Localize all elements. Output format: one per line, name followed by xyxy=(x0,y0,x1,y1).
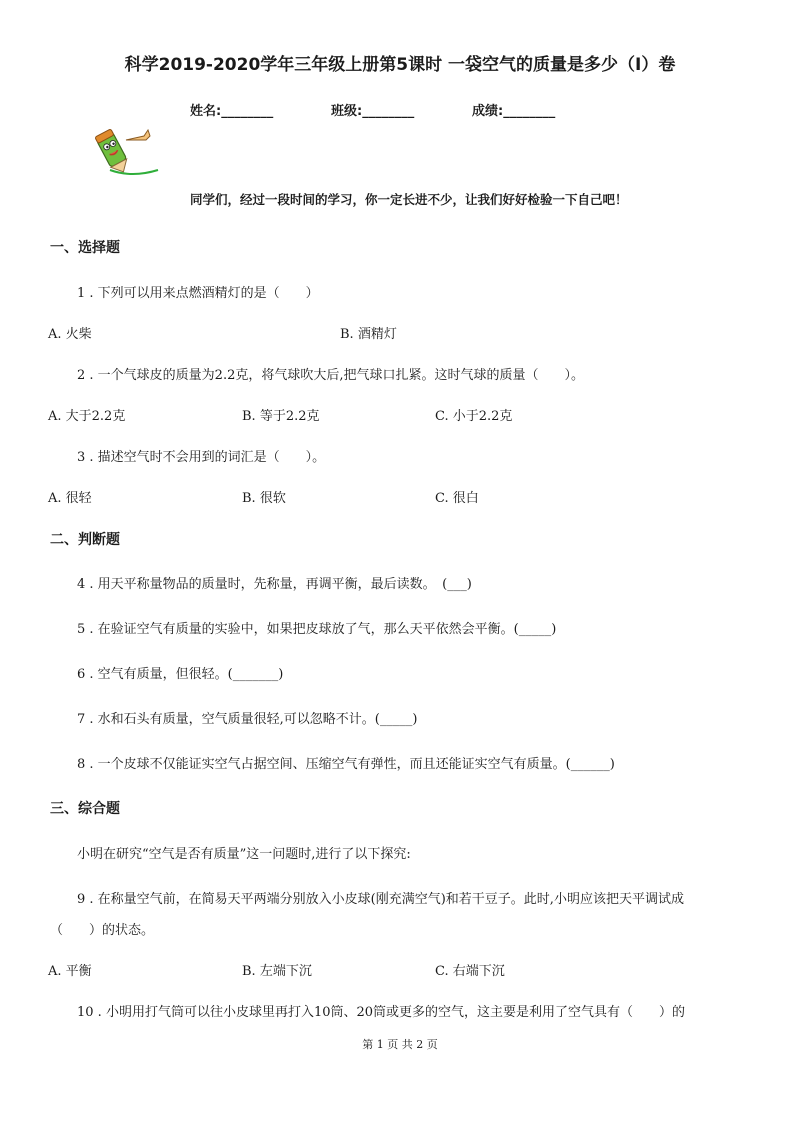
page-footer: 第 1 页 共 2 页 xyxy=(362,1038,438,1051)
question-3: 3 . 描述空气时不会用到的词汇是（ ）。 xyxy=(77,450,326,465)
section-choice: 一、选择题 xyxy=(50,240,120,256)
q3-option-a: A. 很轻 xyxy=(48,491,92,506)
intro-text: 小明在研究“空气是否有质量”这一问题时,进行了以下探究: xyxy=(77,847,411,862)
question-8: 8 . 一个皮球不仅能证实空气占据空间、压缩空气有弹性，而且还能证实空气有质量。(______) xyxy=(77,757,615,772)
q9-option-c: C. 右端下沉 xyxy=(435,964,505,979)
page-title: 科学2019-2020学年三年级上册第5课时 一袋空气的质量是多少（I）卷 xyxy=(124,55,676,75)
pencil-mascot-icon xyxy=(92,126,162,178)
greeting-text: 同学们，经过一段时间的学习，你一定长进不少，让我们好好检验一下自己吧！ xyxy=(190,192,628,207)
question-1: 1 . 下列可以用来点燃酒精灯的是（ ） xyxy=(77,286,319,301)
q2-option-b: B. 等于2.2克 xyxy=(242,409,320,424)
q1-option-a: A. 火柴 xyxy=(48,327,92,342)
q9-option-a: A. 平衡 xyxy=(48,964,92,979)
question-2: 2 . 一个气球皮的质量为2.2克，将气球吹大后,把气球口扎紧。这时气球的质量（ ）。 xyxy=(77,368,584,383)
question-7: 7 . 水和石头有质量，空气质量很轻,可以忽略不计。(_____) xyxy=(77,712,418,727)
question-9-line2: （ ）的状态。 xyxy=(50,923,155,938)
question-4: 4 . 用天平称量物品的质量时，先称量，再调平衡，最后读数。 (___) xyxy=(77,577,472,592)
question-10: 10 . 小明用打气筒可以往小皮球里再打入10筒、20筒或更多的空气，这主要是利用了空气具有（ ）的 xyxy=(77,1005,686,1020)
name-field: 姓名:________ xyxy=(190,104,274,119)
question-6: 6 . 空气有质量，但很轻。(_______) xyxy=(77,667,284,682)
section-comprehensive: 三、综合题 xyxy=(50,801,120,817)
q3-option-c: C. 很白 xyxy=(435,491,479,506)
class-field: 班级:________ xyxy=(331,104,415,119)
question-5: 5 . 在验证空气有质量的实验中，如果把皮球放了气，那么天平依然会平衡。(_____) xyxy=(77,622,557,637)
score-field: 成绩:________ xyxy=(472,104,556,119)
q2-option-a: A. 大于2.2克 xyxy=(48,409,126,424)
q9-option-b: B. 左端下沉 xyxy=(242,964,312,979)
section-judgment: 二、判断题 xyxy=(50,532,120,548)
q2-option-c: C. 小于2.2克 xyxy=(435,409,513,424)
q3-option-b: B. 很软 xyxy=(242,491,286,506)
question-9-line1: 9 . 在称量空气前，在简易天平两端分别放入小皮球(刚充满空气)和若干豆子。此时,小明应该把天平调试成 xyxy=(77,892,684,907)
q1-option-b: B. 酒精灯 xyxy=(340,327,397,342)
